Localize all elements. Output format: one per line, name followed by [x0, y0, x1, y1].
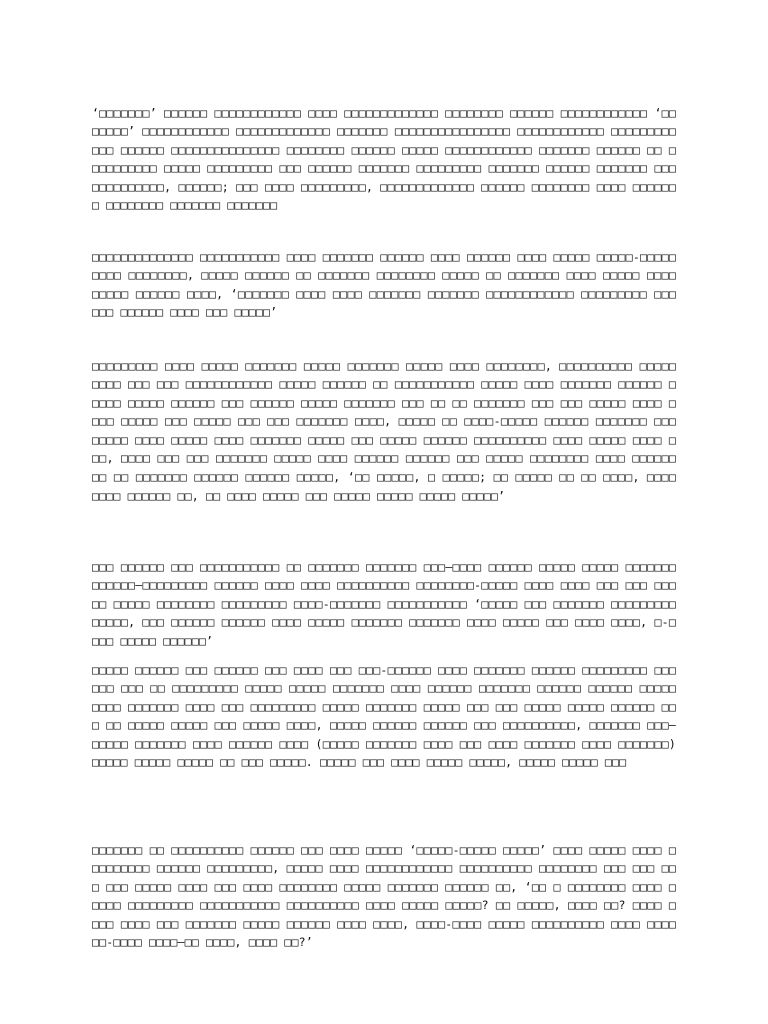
- paragraph-2: □□□□□□□□□□□□□□ □□□□□□□□□□□ □□□□ □□□□□□□ □□□□□□ □□□□ □□□□□□ □□□□ □□□□□ □□□□□-□□□□□□□□□ □□□□□□□□, □□□□□ □□□□□□ □□ □□□□□□□ □□□□□□□□ □□□□□ □□ □□□□□□□ □□□□ □□□□□ □□□□ □□□□□ □□□□□□ □□□□, ‘□□□□□□□ □□□□ □□□□ □□□□□□□ □□□□□□□ □□□□□□□□□□□□ □□□□□□□□□ □□□ □□□ □□□□□□ □□□□ □□□ □□□□□’: [92, 249, 676, 320]
- paragraph-5: □□□□□ □□□□□□ □□□ □□□□□□ □□□ □□□□ □□□ □□□-□□□□□□ □□□□ □□□□□□□ □□□□□□ □□□□□□□□□ □□□□□□ □□□ □□ □□□□□□□□□ □□□□□ □□□□□ □□□□□□□ □□□□ □□□□□□ □□□□□□□ □□□□□□ □□□□□□ □□□□□ □□□□ □□□□□□□ □□□□ □□□ □□□□□□□□□ □□□□□ □□□□□□□ □□□□□ □□□ □□□ □□□□□ □□□□□ □□□□□□ □□□ □□ □□□□□ □□□□□ □□□ □□□□□ □□□□, □□□□□ □□□□□□ □□□□□□ □□□ □□□□□□□□□□, □□□□□□□ □□□—□□□□□ □□□□□□□ □□□□ □□□□□□ □□□□ (□□□□□ □□□□□□□ □□□□ □□□ □□□□ □□□□□□□ □□□□ □□□□□□□) □□□□□ □□□□□ □□□□□ □□ □□□ □□□□□. □□□□□ □□□ □□□□ □□□□□ □□□□□, □□□□□ □□□□□ □□□: [92, 662, 676, 770]
- paragraph-3: □□□□□□□□□ □□□□ □□□□□ □□□□□□□ □□□□□ □□□□□□□ □□□□□ □□□□ □□□□□□□□, □□□□□□□□□□ □□□□□ □□□□ □□□ □□□ □□□□□□□□□□□□ □□□□□ □□□□□□ □□ □□□□□□□□□□□ □□□□□ □□□□ □□□□□□□ □□□□□□ □□□□□ □□□□□ □□□□□□ □□□ □□□□□□ □□□□□ □□□□□□□ □□□ □□ □□ □□□□□□□ □□□ □□□ □□□□□ □□□□ □□□□ □□□□□ □□□ □□□□□ □□□ □□□ □□□□□□□ □□□□, □□□□□ □□ □□□□-□□□□□ □□□□□□ □□□□□□□ □□□ □□□□□ □□□□ □□□□□ □□□□ □□□□□□□ □□□□□ □□□ □□□□□ □□□□□□ □□□□□□□□□□ □□□□ □□□□□ □□□□ □□□, □□□□ □□□ □□□ □□□□□□□ □□□□□ □□□□ □□□□□□ □□□□□□ □□□ □□□□□ □□□□□□□□ □□□□ □□□□□□ □□ □□ □□□□□□□ □□□□□□ □□□□□□ □□□□□, ‘□□ □□□□□, □ □□□□□; □□ □□□□□ □□ □□ □□□□, □□□□ □□□□ □□□□□□ □□, □□ □□□□ □□□□□ □□□ □□□□□ □□□□□ □□□□□ □□□□□’: [92, 358, 676, 503]
- paragraph-4: □□□ □□□□□□ □□□ □□□□□□□□□□□ □□ □□□□□□□ □□□□□□□ □□□–□□□□ □□□□□□ □□□□□ □□□□□ □□□□□□□ □□□□□□–□□□□□□□□□ □□□□□□ □□□□ □□□□ □□□□□□□□□□ □□□□□□□□-□□□□□ □□□□ □□□□ □□□ □□□ □□□□□ □□□□□ □□□□□□□□ □□□□□□□□□ □□□□-□□□□□□□ □□□□□□□□□□□ ‘□□□□□ □□□ □□□□□□□ □□□□□□□□□ □□□□□, □□□ □□□□□□ □□□□□□ □□□□ □□□□□ □□□□□□□ □□□□□□□ □□□□ □□□□□ □□□ □□□□ □□□□, □-□ □□□ □□□□□ □□□□□□’: [92, 559, 676, 648]
- paragraph-6: □□□□□□□ □□ □□□□□□□□□□ □□□□□□ □□□ □□□□ □□□□□ ‘□□□□□-□□□□□ □□□□□’ □□□□ □□□□□ □□□□ □□□□□□□□□ □□□□□□ □□□□□□□□□, □□□□□ □□□□ □□□□□□□□□□□□ □□□□□□□□□□ □□□□□□□□ □□□ □□□ □□□ □□□ □□□□□ □□□□ □□□ □□□□ □□□□□□□□ □□□□□ □□□□□□□ □□□□□□ □□, ‘□□ □ □□□□□□□□ □□□□ □□□□□ □□□□□□□□□ □□□□□□□□□□□ □□□□□□□□□□ □□□□ □□□□□ □□□□□? □□ □□□□□, □□□□ □□? □□□□ □□□□ □□□□ □□□ □□□□□□□ □□□□□ □□□□□□ □□□□ □□□□, □□□□-□□□□ □□□□□ □□□□□□□□□□ □□□□ □□□□ □□-□□□□ □□□□—□□ □□□□, □□□□ □□?’: [92, 842, 676, 950]
- paragraph-1: ‘□□□□□□□’ □□□□□□ □□□□□□□□□□□□ □□□□ □□□□□□□□□□□□□ □□□□□□□□ □□□□□□ □□□□□□□□□□□□ ‘□□□□□□□’ □□□□□□□□□□□□ □□□□□□□□□□□□□ □□□□□□□ □□□□□□□□□□□□□□□□ □□□□□□□□□□□□ □□□□□□□□□□□□ □□□□□□ □□□□□□□□□□□□□□□ □□□□□□□□ □□□□□□ □□□□□ □□□□□□□□□□□□ □□□□□□□ □□□□□□ □□ □□□□□□□□□□ □□□□□ □□□□□□□□□ □□□ □□□□□□ □□□□□□□ □□□□□□□□□ □□□□□□□ □□□□□□ □□□□□□□ □□□□□□□□□□□□□, □□□□□□; □□□ □□□□ □□□□□□□□□, □□□□□□□□□□□□□ □□□□□□ □□□□□□□□ □□□□ □□□□□□□ □□□□□□□□ □□□□□□□ □□□□□□□: [92, 105, 676, 213]
